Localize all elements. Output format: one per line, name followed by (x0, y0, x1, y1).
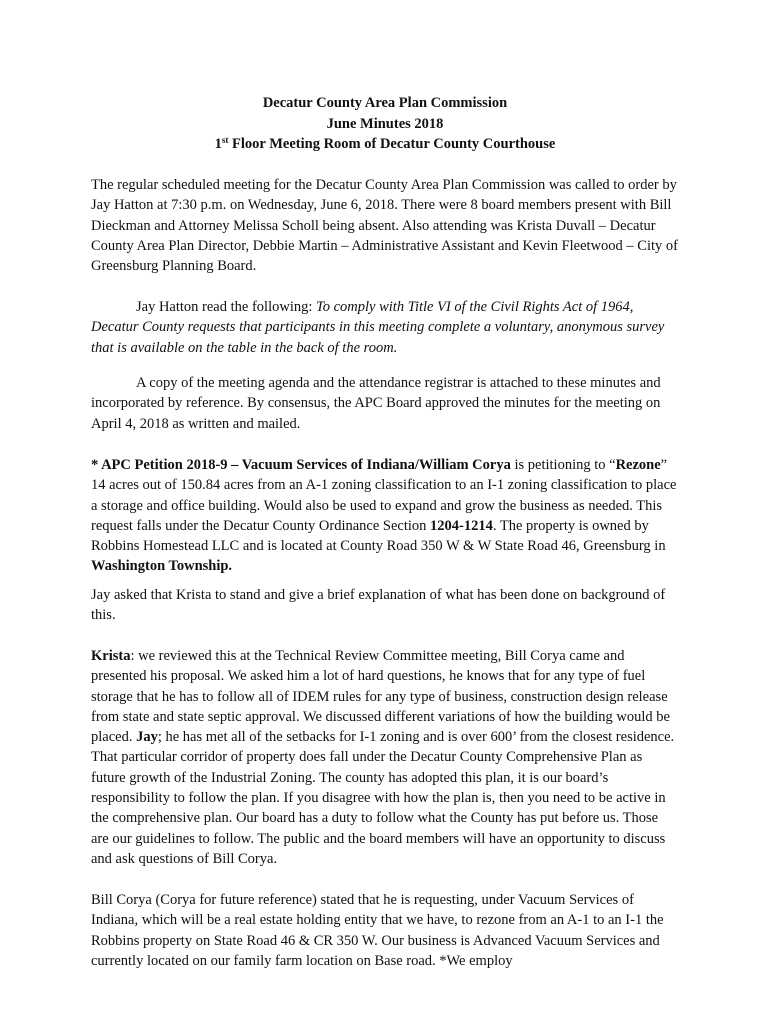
opening-paragraph: The regular scheduled meeting for the Decatur County Area Plan Commission was called to order by Jay Hatton at 7:30 p.m. on Wednesday, June 6, 2018. There were 8 board members present with Bill Dieckman and Attorney Melissa Scholl being absent. Also attending was Krista Duvall – Decatur County Area Plan Director, Debbie Martin – Administrative Assistant and Kevin Fleetwood – City of Greensburg Planning Board. (91, 177, 678, 275)
document-header (0, 93, 770, 155)
krista-text: : we reviewed this at the Technical Review Committee meeting, Bill Corya came and presented his proposal. We asked him a lot of hard questions, he knows that for any type of fuel storage that he has to follow all of IDEM rules for any type of business, construction design release from state and state septic approval. We discussed different variations of how the building would be placed. (91, 648, 670, 746)
agenda-paragraph: A copy of the meeting agenda and the attendance registrar is attached to these minutes and incorporated by reference. By consensus, the APC Board approved the minutes for the meeting on April 4, 2018 as written and mailed. (91, 375, 661, 432)
petition-paragraph (91, 455, 679, 577)
civil-rights-lead: Jay Hatton read the following: (136, 299, 316, 315)
location-text: Floor Meeting Room of Decatur County Courthouse (228, 136, 556, 152)
petition-marker: * (91, 457, 102, 473)
petition-title: APC Petition 2018-9 – Vacuum Services of Indiana/William Corya (101, 457, 511, 473)
petition-township: Washington Township. (91, 558, 233, 575)
civil-rights-paragraph (91, 297, 679, 358)
minutes-title: June Minutes 2018 (326, 115, 444, 132)
speaker-krista: Krista (91, 648, 131, 664)
krista-statement-paragraph (91, 646, 679, 869)
petition-text-b: ” 14 acres out of 150.84 acres from an A-1 zoning classification to an I-1 zoning classification to place a storage and office building. Would also be used to expand and grow the business as needed. This request falls under the Decatur County Ordinance Section (91, 457, 677, 534)
petition-text-a: is petitioning to “ (510, 457, 616, 473)
corya-statement-paragraph: Bill Corya (Corya for future reference) stated that he is requesting, under Vacuum Services of Indiana, which will be a real estate holding entity that we have, to rezone from an A-1 to an I-1 the Robbins property on State Road 46 & CR 350 W. Our business is Advanced Vacuum Services and currently located on our family farm location on Base road. *We employ (91, 892, 664, 969)
speaker-jay: Jay (136, 729, 158, 746)
meeting-location (0, 134, 770, 155)
floor-ordinal-suffix: st (221, 135, 229, 145)
petition-text-c: . The property is owned by Robbins Homestead LLC and is located at County Road 350 W & W State Road 46, Greensburg in (91, 517, 666, 555)
petition-rezone: Rezone (615, 457, 661, 473)
jay-text: ; he has met all of the setbacks for I-1 zoning and is over 600’ from the closest residence. That particular corridor of property does fall under the Decatur County Comprehensive Plan as future growth of the Industrial Zoning. The county has adopted this plan, it is our board’s responsibility to follow the plan. If you disagree with how the plan is, then you need to be active in the comprehensive plan. Our board has a duty to follow what the County has put before us. Those are our guidelines to follow. The public and the board members will have an opportunity to discuss and ask questions of Bill Corya. (91, 729, 675, 867)
background-request-paragraph: Jay asked that Krista to stand and give a brief explanation of what has been done on background of this. (91, 587, 666, 624)
civil-rights-statement: To comply with Title VI of the Civil Rights Act of 1964, Decatur County requests that participants in this meeting complete a voluntary, anonymous survey that is available on the table in the back of the room. (91, 299, 665, 356)
floor-number: 1 (214, 136, 222, 152)
petition-section: 1204-1214 (430, 517, 493, 534)
commission-title: Decatur County Area Plan Commission (262, 95, 508, 111)
